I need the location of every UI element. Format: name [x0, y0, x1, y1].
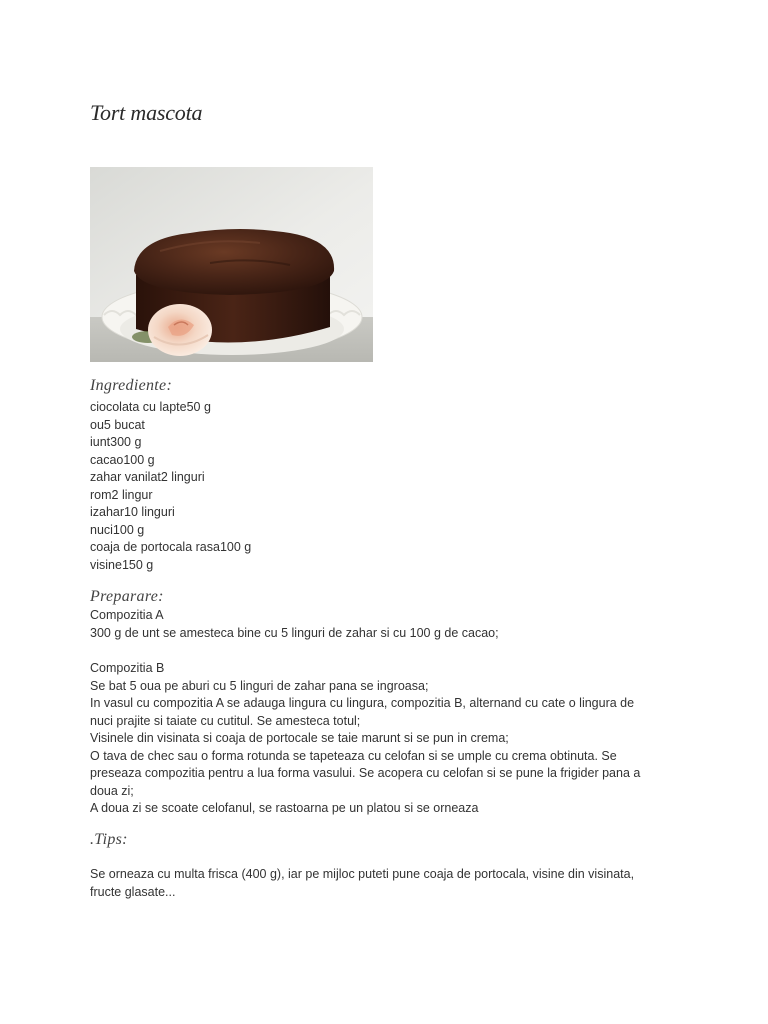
recipe-title: Tort mascota [90, 100, 203, 125]
list-item: visine150 g [90, 557, 154, 572]
step-line: A doua zi se scoate celofanul, se rastoarna pe un platou si se orneaza [90, 801, 479, 815]
step-line: O tava de chec sau o forma rotunda se tapeteaza cu celofan si se umple cu crema obtinuta. Se [90, 748, 617, 763]
list-item: izahar10 linguri [90, 505, 175, 519]
list-item: iunt300 g [90, 435, 142, 449]
step-line: Visinele din visinata si coaja de portocale se taie marunt si se pun in crema; [90, 731, 509, 745]
step-line: In vasul cu compozitia A se adauga lingura cu lingura, compozitia B, alternand cu cate o lingura de [90, 696, 635, 710]
composition-b [90, 660, 680, 818]
composition-a-text: 300 g de unt se amesteca bine cu 5 linguri de zahar si cu 100 g de cacao; [90, 625, 499, 640]
preparation-heading: Preparare: [90, 588, 164, 605]
tips-line: Se orneaza cu multa frisca (400 g), iar pe mijloc puteti pune coaja de portocala, visine din visinata, [90, 867, 635, 881]
cake-photo [90, 167, 373, 362]
list-item: zahar vanilat2 linguri [90, 470, 205, 484]
list-item: coaja de portocala rasa100 g [90, 540, 252, 554]
list-item: rom2 lingur [90, 487, 153, 502]
ingredients-list [90, 399, 251, 574]
tips-line: fructe glasate... [90, 884, 176, 899]
list-item: ciocolata cu lapte50 g [90, 400, 211, 414]
list-item: nuci100 g [90, 522, 145, 537]
composition-a [90, 607, 680, 642]
step-line: doua zi; [90, 783, 134, 798]
step-line: nuci prajite si taiate cu cutitul. Se amesteca totul; [90, 713, 361, 728]
step-line: preseaza compozitia pentru a lua forma vasului. Se acopera cu celofan si se pune la frigider pana a [90, 766, 641, 780]
composition-b-title: Compozitia B [90, 661, 165, 675]
tips-heading: .Tips: [90, 831, 128, 848]
composition-a-title: Compozitia A [90, 608, 164, 622]
tips-text [90, 866, 680, 901]
cake-glaze [134, 229, 334, 295]
ingredients-heading: Ingrediente: [90, 377, 173, 394]
list-item: ou5 bucat [90, 417, 145, 432]
list-item: cacao100 g [90, 452, 155, 467]
step-line: Se bat 5 oua pe aburi cu 5 linguri de zahar pana se ingroasa; [90, 678, 429, 693]
